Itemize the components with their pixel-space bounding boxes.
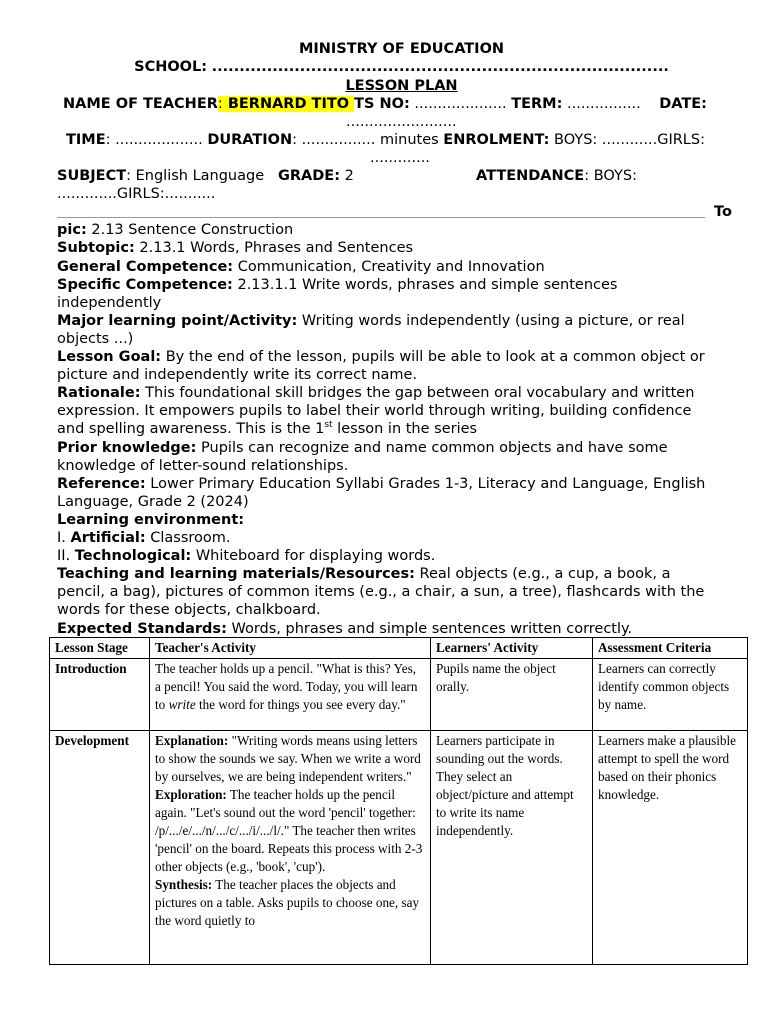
reference-value-2: Language, Grade 2 (2024) [57, 494, 249, 510]
rationale-line-3 [57, 420, 746, 438]
rationale-value: This foundational skill bridges the gap between oral vocabulary and written [145, 385, 695, 401]
subject-value: : English Language [126, 168, 265, 184]
expected-standards-line [57, 620, 746, 638]
major-point-line-2 [57, 330, 746, 348]
attendance-girls-line [57, 185, 746, 203]
intro-teacher-emphasis: write [168, 697, 196, 712]
reference-line-2 [57, 493, 746, 511]
prior-knowledge-line [57, 439, 746, 457]
env-technological-line [57, 547, 746, 565]
school-value[interactable]: ................................................................................... [211, 59, 669, 75]
learning-env-line [57, 511, 746, 529]
lesson-goal-value-2: picture and independently write its correct name. [57, 367, 418, 383]
time-label: TIME [66, 132, 106, 148]
attendance-boys[interactable]: : BOYS: [584, 168, 637, 184]
prior-knowledge-label: Prior knowledge: [57, 440, 197, 456]
date-value-line [346, 113, 746, 131]
attendance-girls[interactable]: .............GIRLS:........... [57, 186, 216, 202]
general-competence-line [57, 258, 746, 276]
rationale-superscript: st [324, 420, 333, 431]
stage-development: Development [50, 731, 150, 965]
duration-value[interactable]: : ................ minutes [292, 132, 439, 148]
learning-env-label: Learning environment: [57, 512, 245, 528]
prior-knowledge-line-2 [57, 457, 746, 475]
intro-assessment: Learners can correctly identify common objects by name. [593, 659, 748, 731]
topic-tail [714, 203, 732, 221]
env-artificial-label: Artificial: [70, 530, 146, 546]
materials-line-3 [57, 601, 746, 619]
major-point-value-2: objects ...) [57, 331, 134, 347]
exploration-value: The teacher holds up the pencil again. "Let's sound out the word 'pencil' together: /p/.../e/.../n/.../c/.../i/.../l/." The teacher then writes 'pencil' on the board. Repeats this process with 2-3 other objects (e.g., 'book', 'cup'). [155, 787, 423, 874]
school-line [57, 58, 746, 76]
teacher-name[interactable]: BERNARD TITO [222, 96, 355, 112]
subtopic-value: 2.13.1 Words, Phrases and Sentences [139, 240, 414, 256]
subtopic-label: Subtopic: [57, 240, 135, 256]
duration-label: DURATION [207, 132, 293, 148]
lesson-goal-line-2 [57, 366, 746, 384]
teacher-line [63, 95, 746, 113]
intro-teacher-text: The teacher holds up a pencil. "What is this? Yes, a pencil! You said the word. Today, you will learn to [155, 661, 418, 712]
stage-introduction: Introduction [50, 659, 150, 731]
synthesis-label: Synthesis: [155, 877, 213, 892]
intro-teacher-activity [150, 659, 431, 731]
dev-teacher-activity [150, 731, 431, 965]
env-technological-value: Whiteboard for displaying words. [195, 548, 436, 564]
term-value[interactable]: ................ [567, 96, 641, 112]
rationale-value-3: and spelling awareness. This is the 1 [57, 421, 325, 437]
materials-line [57, 565, 746, 583]
date-label: DATE: [659, 96, 707, 112]
rationale-line [57, 384, 746, 402]
lesson-goal-label: Lesson Goal: [57, 349, 162, 365]
specific-competence-label: Specific Competence: [57, 277, 233, 293]
expected-standards-value: Words, phrases and simple sentences written correctly. [231, 621, 633, 637]
time-line [66, 131, 746, 149]
dev-assessment: Learners make a plausible attempt to spell the word based on their phonics knowledge. [593, 731, 748, 965]
table-row-introduction [50, 659, 748, 731]
school-label: SCHOOL: [134, 59, 208, 75]
lesson-plan-title [57, 77, 746, 95]
prior-knowledge-value-2: knowledge of letter-sound relationships. [57, 458, 349, 474]
specific-competence-line [57, 276, 746, 294]
rationale-label: Rationale: [57, 385, 141, 401]
exploration-label: Exploration: [155, 787, 227, 802]
teacher-label: NAME OF TEACHER [63, 96, 218, 112]
reference-line [57, 475, 746, 493]
env-technological-number: II. [57, 548, 71, 564]
time-value[interactable]: : ................... [105, 132, 203, 148]
general-competence-label: General Competence: [57, 259, 234, 275]
teacher-colon: : [217, 96, 223, 112]
topic-line [57, 221, 746, 239]
ts-no-value[interactable]: .................... [414, 96, 507, 112]
materials-line-2 [57, 583, 746, 601]
grade-value: 2 [344, 168, 354, 184]
lesson-table [49, 637, 748, 965]
header-assessment-criteria: Assessment Criteria [593, 638, 748, 659]
intro-teacher-text-2: the word for things you see every day." [195, 697, 406, 712]
prior-knowledge-value: Pupils can recognize and name common objects and have some [201, 440, 668, 456]
dev-learners-activity: Learners participate in sounding out the words. They select an object/picture and attempt to write its name independently. [431, 731, 593, 965]
enrolment-boys[interactable]: BOYS: ............GIRLS: [554, 132, 705, 148]
specific-competence-value: 2.13.1.1 Write words, phrases and simple sentences [237, 277, 618, 293]
explanation-label: Explanation: [155, 733, 229, 748]
attendance-line [476, 167, 746, 185]
env-artificial-value: Classroom. [150, 530, 231, 546]
topic-value: 2.13 Sentence Construction [91, 222, 294, 238]
date-value[interactable]: ........................ [346, 114, 457, 130]
materials-value: Real objects (e.g., a cup, a book, a [419, 566, 671, 582]
materials-label: Teaching and learning materials/Resources: [57, 566, 415, 582]
topic-label: pic: [57, 222, 87, 238]
enrolment-girls[interactable]: ............. [370, 150, 430, 166]
ministry-title [57, 40, 746, 58]
attendance-label: ATTENDANCE [476, 168, 585, 184]
lesson-goal-line [57, 348, 746, 366]
env-technological-label: Technological: [74, 548, 192, 564]
reference-label: Reference: [57, 476, 146, 492]
grade-label: GRADE: [277, 168, 340, 184]
enrolment-label: ENROLMENT: [443, 132, 550, 148]
topic-tail-text: To [714, 204, 732, 220]
reference-value: Lower Primary Education Syllabi Grades 1-3, Literacy and Language, English [150, 476, 706, 492]
subtopic-line [57, 239, 746, 257]
enrolment-girls-line [370, 149, 746, 167]
materials-value-2: pencil, a bag), pictures of common items (e.g., a chair, a sun, a tree), flashcards with the [57, 584, 705, 600]
rationale-value-2: expression. It empowers pupils to label their world through writing, building confidence [57, 403, 692, 419]
general-competence-value: Communication, Creativity and Innovation [237, 259, 545, 275]
explanation-value: "Writing words means using letters to show the sounds we say. When we write a word by ourselves, we are being independent writers." [155, 733, 421, 784]
header-lesson-stage: Lesson Stage [50, 638, 150, 659]
topic-rule [57, 217, 705, 218]
specific-competence-value-2: independently [57, 295, 162, 311]
env-artificial-number: I. [57, 530, 66, 546]
table-row-development [50, 731, 748, 965]
subject-label: SUBJECT [57, 168, 127, 184]
term-label: TERM: [511, 96, 563, 112]
rationale-value-3b: lesson in the series [332, 421, 478, 437]
expected-standards-label: Expected Standards: [57, 621, 227, 637]
major-point-label: Major learning point/Activity: [57, 313, 298, 329]
env-artificial-line [57, 529, 746, 547]
major-point-line [57, 312, 746, 330]
ministry-text: MINISTRY OF EDUCATION [298, 41, 505, 57]
rationale-line-2 [57, 402, 746, 420]
specific-competence-line-2 [57, 294, 746, 312]
major-point-value: Writing words independently (using a picture, or real [301, 313, 685, 329]
synthesis-value: The teacher places the objects and pictures on a table. Asks pupils to choose one, say the word quietly to [155, 877, 420, 928]
header-learners-activity: Learners' Activity [431, 638, 593, 659]
intro-learners-activity: Pupils name the object orally. [431, 659, 593, 731]
lesson-plan-text: LESSON PLAN [345, 78, 458, 94]
ts-no-label: TS NO: [354, 96, 410, 112]
materials-value-3: words for these objects, chalkboard. [57, 602, 321, 618]
header-teacher-activity: Teacher's Activity [150, 638, 431, 659]
lesson-goal-value: By the end of the lesson, pupils will be able to look at a common object or [165, 349, 705, 365]
table-header-row [50, 638, 748, 659]
